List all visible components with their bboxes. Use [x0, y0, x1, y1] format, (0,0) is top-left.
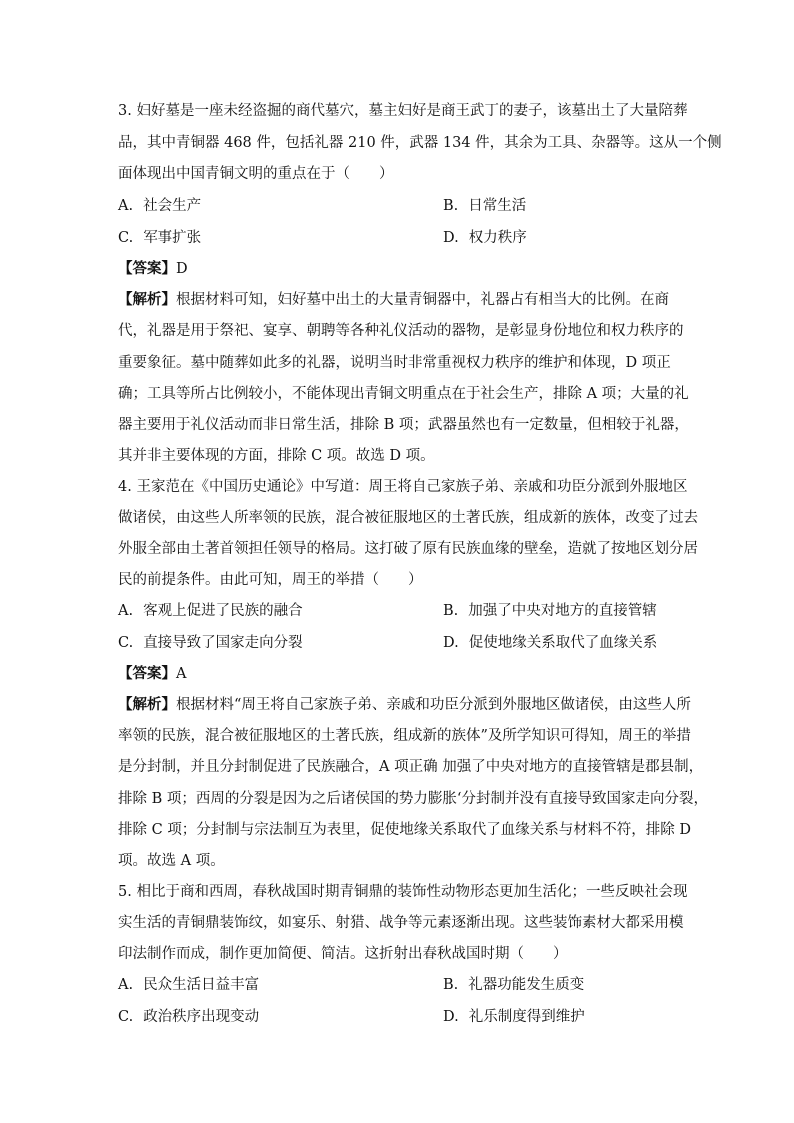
option-text: 礼器功能发生质变	[468, 977, 585, 993]
answer-value: D	[176, 261, 188, 277]
question-4-stem-line-3: 外服全部由土著首领担任领导的格局。这打破了原有民族血缘的壁垒，造就了按地区划分居	[118, 541, 698, 557]
question-4-stem-line-1: 4. 王家范在《中国历史通论》中写道：周王将自己家族子弟、亲戚和功臣分派到外服地区	[118, 479, 688, 495]
question-4-option-d	[443, 633, 657, 653]
question-4-stem-line-4: 民的前提条件。由此可知，周王的举措（ ）	[118, 572, 423, 588]
option-text: 军事扩张	[143, 230, 202, 246]
question-3-analysis-line-2: 代，礼器是用于祭祀、宴享、朝聘等各种礼仪活动的器物，是彰显身份地位和权力秩序的	[118, 323, 684, 339]
question-5-stem-line-3: 印法制作而成，制作更加简便、简洁。这折射出春秋战国时期（ ）	[118, 946, 568, 962]
option-letter: A.	[118, 977, 134, 993]
option-letter: A.	[118, 198, 134, 214]
question-5-option-c	[118, 1007, 259, 1027]
option-letter: C.	[118, 635, 134, 651]
question-4-analysis-line-3: 是分封制，并且分封制促进了民族融合，A 项正确 加强了中央对地方的直接管辖是郡县制，	[118, 759, 704, 775]
question-4-analysis-line-5: 排除 C 项；分封制与宗法制互为表里，促使地缘关系取代了血缘关系与材料不符，排除 D	[118, 822, 692, 838]
question-3-option-d	[443, 228, 527, 248]
option-letter: C.	[118, 1009, 134, 1025]
analysis-text: 根据材料“周王将自己家族子弟、亲戚和功臣分派到外服地区做诸侯，由这些人所	[176, 697, 691, 713]
question-3-stem-line-1: 3. 妇好墓是一座未经盗掘的商代墓穴，墓主妇好是商王武丁的妻子，该墓出土了大量陪葬	[118, 103, 688, 119]
question-5-option-b	[443, 975, 584, 995]
question-4-analysis-line-6: 项。故选 A 项。	[118, 853, 225, 869]
question-3-analysis-line-3: 重要象征。墓中随葬如此多的礼器，说明当时非常重视权力秩序的维护和体现，D 项正	[118, 355, 671, 371]
option-text: 客观上促进了民族的融合	[143, 603, 303, 619]
question-3-analysis-line-1	[118, 290, 669, 310]
answer-label: 【答案】	[118, 665, 176, 682]
question-4-option-c	[118, 633, 303, 653]
answer-value: A	[176, 666, 187, 682]
question-3-analysis-line-4: 确；工具等所占比例较小，不能体现出青铜文明重点在于社会生产，排除 A 项；大量的礼	[118, 386, 689, 402]
option-letter: D.	[443, 1009, 459, 1025]
question-5-option-d	[443, 1007, 585, 1027]
question-3-stem-line-3: 面体现出中国青铜文明的重点在于（ ）	[118, 166, 394, 182]
option-letter: D.	[443, 230, 459, 246]
question-3-analysis-line-6: 其并非主要体现的方面，排除 C 项。故选 D 项。	[118, 448, 435, 464]
option-letter: D.	[443, 635, 459, 651]
question-4-option-b	[443, 601, 657, 621]
analysis-label: 【解析】	[118, 696, 176, 713]
option-text: 促使地缘关系取代了血缘关系	[468, 635, 658, 651]
question-4-answer	[118, 664, 186, 684]
option-letter: C.	[118, 230, 134, 246]
question-4-analysis-line-4: 排除 B 项；西周的分裂是因为之后诸侯国的势力膨胀‘分封制并没有直接导致国家走向分裂，	[118, 791, 708, 807]
option-text: 加强了中央对地方的直接管辖	[468, 603, 657, 619]
option-text: 权力秩序	[468, 230, 527, 246]
question-4-analysis-line-1	[118, 695, 691, 715]
answer-label: 【答案】	[118, 260, 176, 277]
analysis-label: 【解析】	[118, 291, 176, 308]
option-letter: B.	[443, 198, 459, 214]
option-text: 政治秩序出现变动	[143, 1009, 260, 1025]
analysis-text: 根据材料可知，妇好墓中出土的大量青铜器中，礼器占有相当大的比例。在商	[176, 292, 669, 308]
question-3-analysis-line-5: 器主要用于礼仪活动而非日常生活，排除 B 项；武器虽然也有一定数量，但相较于礼器，	[118, 417, 689, 433]
option-letter: A.	[118, 603, 134, 619]
question-5-stem-line-1: 5. 相比于商和西周，春秋战国时期青铜鼎的装饰性动物形态更加生活化；一些反映社会现	[118, 884, 688, 900]
question-4-analysis-line-2: 率领的民族，混合被征服地区的土著氏族，组成新的族体”及所学知识可得知，周王的举措	[118, 728, 691, 744]
question-5-stem-line-2: 实生活的青铜鼎装饰纹，如宴乐、射猎、战争等元素逐渐出现。这些装饰素材大都采用模	[118, 915, 684, 931]
option-letter: B.	[443, 977, 459, 993]
question-3-option-c	[118, 228, 201, 248]
question-3-option-a	[118, 196, 201, 216]
option-letter: B.	[443, 603, 459, 619]
question-4-option-a	[118, 601, 303, 621]
option-text: 社会生产	[143, 198, 202, 214]
option-text: 日常生活	[468, 198, 527, 214]
question-3-stem-line-2: 品，其中青铜器 468 件，包括礼器 210 件，武器 134 件，其余为工具、杂器等。这从一个侧	[118, 135, 722, 151]
option-text: 直接导致了国家走向分裂	[143, 635, 303, 651]
question-3-answer	[118, 259, 188, 279]
question-3-option-b	[443, 196, 526, 216]
option-text: 礼乐制度得到维护	[468, 1009, 585, 1025]
question-5-option-a	[118, 975, 259, 995]
question-4-stem-line-2: 做诸侯，由这些人所率领的民族，混合被征服地区的土著氏族，组成新的族体，改变了过去	[118, 510, 698, 526]
option-text: 民众生活日益丰富	[143, 977, 260, 993]
